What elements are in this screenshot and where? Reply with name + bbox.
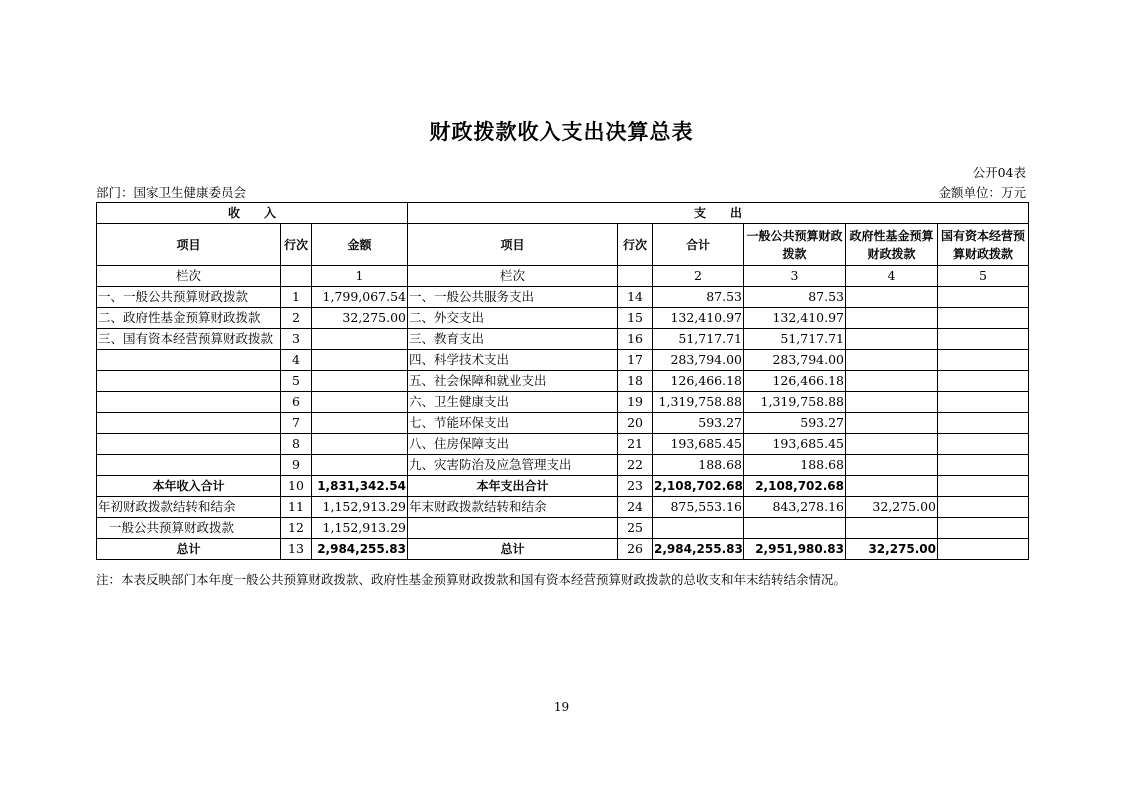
gov-fund-amount: [846, 308, 938, 329]
general-budget-amount: 87.53: [744, 287, 846, 308]
state-capital-amount: [938, 350, 1029, 371]
income-amount: 1,799,067.54: [312, 287, 408, 308]
income-amount: [312, 350, 408, 371]
column-header-row: [97, 224, 1029, 266]
expense-item: 八、住房保障支出: [408, 434, 618, 455]
state-capital-amount: [938, 392, 1029, 413]
income-row-no: 4: [281, 350, 312, 371]
final-accounts-table: [96, 202, 1029, 560]
expense-item: 年末财政拨款结转和结余: [408, 497, 618, 518]
expense-row-no: 22: [618, 455, 653, 476]
expense-row-no: 21: [618, 434, 653, 455]
gov-fund-amount: [846, 329, 938, 350]
expense-total: 1,319,758.88: [653, 392, 744, 413]
table-row: [97, 329, 1029, 350]
income-item: 三、国有资本经营预算财政拨款: [97, 329, 281, 350]
state-capital-amount: [938, 287, 1029, 308]
expense-total: 126,466.18: [653, 371, 744, 392]
expense-row-no: 24: [618, 497, 653, 518]
expense-total: 193,685.45: [653, 434, 744, 455]
expense-section-header: 支 出: [408, 203, 1029, 224]
expense-subtotal-capital: [938, 476, 1029, 497]
income-row-no-header: 行次: [281, 224, 312, 266]
gov-fund-amount: 32,275.00: [846, 497, 938, 518]
expense-total: 283,794.00: [653, 350, 744, 371]
expense-item: [408, 518, 618, 539]
income-row-no: 2: [281, 308, 312, 329]
expense-total-header: 合计: [653, 224, 744, 266]
income-amount: 1,152,913.29: [312, 497, 408, 518]
expense-subtotal-total: 2,108,702.68: [653, 476, 744, 497]
col-index-3: 3: [744, 266, 846, 287]
expense-item: 七、节能环保支出: [408, 413, 618, 434]
expense-subtotal-general: 2,108,702.68: [744, 476, 846, 497]
expense-total: [653, 518, 744, 539]
state-capital-amount: [938, 455, 1029, 476]
income-grand-total-label: 总计: [97, 539, 281, 560]
expense-row-no: 15: [618, 308, 653, 329]
expense-row-no: 16: [618, 329, 653, 350]
col-index-5: 5: [938, 266, 1029, 287]
state-capital-amount: [938, 371, 1029, 392]
unit-label: 金额单位：万元: [938, 185, 1026, 200]
income-amount: [312, 413, 408, 434]
income-amount: 32,275.00: [312, 308, 408, 329]
income-item: [97, 434, 281, 455]
income-item-header: 项目: [97, 224, 281, 266]
income-col-label: 栏次: [97, 266, 281, 287]
page-number: 19: [553, 700, 570, 714]
col-index-4: 4: [846, 266, 938, 287]
income-row-no: 9: [281, 455, 312, 476]
general-budget-amount: 132,410.97: [744, 308, 846, 329]
col-index-2: 2: [653, 266, 744, 287]
col-index-1: 1: [312, 266, 408, 287]
department-label: 部门：国家卫生健康委员会: [96, 185, 247, 200]
income-subtotal-amount: 1,831,342.54: [312, 476, 408, 497]
expense-total: 51,717.71: [653, 329, 744, 350]
expense-total: 593.27: [653, 413, 744, 434]
gov-fund-amount: [846, 371, 938, 392]
income-row-no: 13: [281, 539, 312, 560]
income-row-no: 11: [281, 497, 312, 518]
table-row: [97, 392, 1029, 413]
gov-fund-amount: [846, 392, 938, 413]
income-row-no: 8: [281, 434, 312, 455]
table-row: [97, 413, 1029, 434]
income-amount: [312, 455, 408, 476]
expense-item: 五、社会保障和就业支出: [408, 371, 618, 392]
table-row: [97, 518, 1029, 539]
table-row: [97, 434, 1029, 455]
income-amount: [312, 434, 408, 455]
state-capital-amount: [938, 434, 1029, 455]
income-row-no: 6: [281, 392, 312, 413]
gov-fund-amount: [846, 434, 938, 455]
income-row-no: 1: [281, 287, 312, 308]
expense-item: 二、外交支出: [408, 308, 618, 329]
general-budget-amount: 1,319,758.88: [744, 392, 846, 413]
gov-fund-amount: [846, 287, 938, 308]
expense-item: 一、一般公共服务支出: [408, 287, 618, 308]
state-capital-amount: [938, 308, 1029, 329]
table-row: [97, 455, 1029, 476]
expense-grand-total: 2,984,255.83: [653, 539, 744, 560]
empty-cell: [618, 266, 653, 287]
subtotal-row: [97, 476, 1029, 497]
form-number: 公开04表: [972, 165, 1026, 180]
expense-item: 四、科学技术支出: [408, 350, 618, 371]
income-item: [97, 392, 281, 413]
expense-row-no: 26: [618, 539, 653, 560]
expense-total: 875,553.16: [653, 497, 744, 518]
expense-item: 九、灾害防治及应急管理支出: [408, 455, 618, 476]
grand-total-row: [97, 539, 1029, 560]
expense-item: 三、教育支出: [408, 329, 618, 350]
income-row-no: 10: [281, 476, 312, 497]
expense-total: 188.68: [653, 455, 744, 476]
expense-row-no: 17: [618, 350, 653, 371]
expense-subtotal-label: 本年支出合计: [408, 476, 618, 497]
expense-row-no: 25: [618, 518, 653, 539]
income-amount: [312, 329, 408, 350]
general-budget-amount: 593.27: [744, 413, 846, 434]
income-item: 年初财政拨款结转和结余: [97, 497, 281, 518]
general-budget-header: 一般公共预算财政拨款: [744, 224, 846, 266]
expense-total: 132,410.97: [653, 308, 744, 329]
gov-fund-amount: [846, 350, 938, 371]
income-row-no: 3: [281, 329, 312, 350]
general-budget-amount: 126,466.18: [744, 371, 846, 392]
income-amount: [312, 392, 408, 413]
income-section-header: 收 入: [97, 203, 408, 224]
expense-item-header: 项目: [408, 224, 618, 266]
income-row-no: 7: [281, 413, 312, 434]
expense-row-no: 19: [618, 392, 653, 413]
expense-subtotal-fund: [846, 476, 938, 497]
expense-item: 六、卫生健康支出: [408, 392, 618, 413]
state-capital-amount: [938, 329, 1029, 350]
general-budget-amount: 283,794.00: [744, 350, 846, 371]
income-grand-total-amount: 2,984,255.83: [312, 539, 408, 560]
expense-row-no: 20: [618, 413, 653, 434]
table-row: [97, 287, 1029, 308]
gov-fund-amount: [846, 518, 938, 539]
expense-total: 87.53: [653, 287, 744, 308]
expense-row-no: 18: [618, 371, 653, 392]
table-row: [97, 371, 1029, 392]
expense-col-label: 栏次: [408, 266, 618, 287]
section-header-row: [97, 203, 1029, 224]
table-row: [97, 497, 1029, 518]
income-item: 一、一般公共预算财政拨款: [97, 287, 281, 308]
empty-cell: [281, 266, 312, 287]
state-capital-amount: [938, 413, 1029, 434]
income-item: [97, 371, 281, 392]
gov-fund-header: 政府性基金预算财政拨款: [846, 224, 938, 266]
column-index-row: [97, 266, 1029, 287]
income-row-no: 12: [281, 518, 312, 539]
income-item: [97, 413, 281, 434]
general-budget-amount: 193,685.45: [744, 434, 846, 455]
income-amount: [312, 371, 408, 392]
income-row-no: 5: [281, 371, 312, 392]
expense-grand-total-capital: [938, 539, 1029, 560]
table-row: [97, 308, 1029, 329]
income-item: [97, 350, 281, 371]
expense-grand-total-general: 2,951,980.83: [744, 539, 846, 560]
state-capital-header: 国有资本经营预算财政拨款: [938, 224, 1029, 266]
income-item: [97, 455, 281, 476]
income-item: 一般公共预算财政拨款: [97, 518, 281, 539]
income-amount: 1,152,913.29: [312, 518, 408, 539]
state-capital-amount: [938, 497, 1029, 518]
general-budget-amount: 843,278.16: [744, 497, 846, 518]
expense-grand-total-label: 总计: [408, 539, 618, 560]
income-item: 二、政府性基金预算财政拨款: [97, 308, 281, 329]
expense-row-no: 23: [618, 476, 653, 497]
expense-row-no: 14: [618, 287, 653, 308]
general-budget-amount: [744, 518, 846, 539]
state-capital-amount: [938, 518, 1029, 539]
income-amount-header: 金额: [312, 224, 408, 266]
gov-fund-amount: [846, 455, 938, 476]
table-row: [97, 350, 1029, 371]
expense-grand-total-fund: 32,275.00: [846, 539, 938, 560]
income-subtotal-label: 本年收入合计: [97, 476, 281, 497]
general-budget-amount: 51,717.71: [744, 329, 846, 350]
general-budget-amount: 188.68: [744, 455, 846, 476]
footnote: 注：本表反映部门本年度一般公共预算财政拨款、政府性基金预算财政拨款和国有资本经营预算财政拨款的总收支和年末结转结余情况。: [96, 572, 847, 587]
page-title: 财政拨款收入支出决算总表: [429, 120, 694, 144]
expense-row-no-header: 行次: [618, 224, 653, 266]
gov-fund-amount: [846, 413, 938, 434]
